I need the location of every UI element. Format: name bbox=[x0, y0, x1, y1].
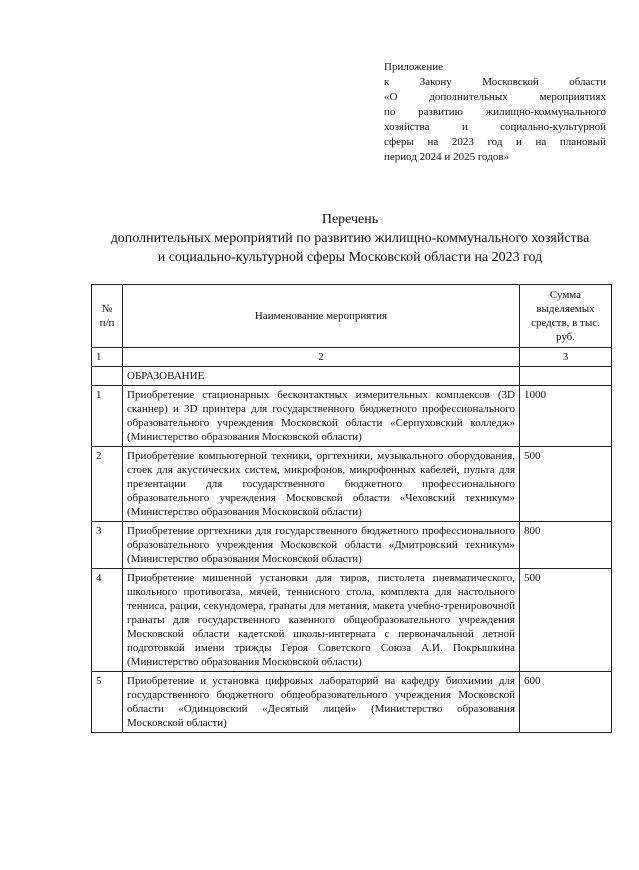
section-title: ОБРАЗОВАНИЕ bbox=[123, 367, 520, 386]
section-empty-cell bbox=[520, 367, 612, 386]
table-row bbox=[92, 569, 612, 672]
appendix-line: к Закону Московской области bbox=[384, 76, 606, 88]
column-number: 1 bbox=[92, 348, 123, 367]
appendix-line: «О дополнительных мероприятиях bbox=[384, 91, 606, 103]
measures-table bbox=[91, 284, 612, 733]
section-empty-cell bbox=[92, 367, 123, 386]
header-sum: Сумма выделяемых средств, в тыс. руб. bbox=[520, 285, 612, 348]
section-row bbox=[92, 367, 612, 386]
row-num: 2 bbox=[92, 447, 123, 522]
row-name: Приобретение и установка цифровых лабораторий на кафедру биохимии для государственного бюджетного общеобразовательного учреждения Московской области «Одинцовский «Десятый лицей» (Министерство образования Московской области) bbox=[123, 672, 520, 733]
row-num: 5 bbox=[92, 672, 123, 733]
header-num: № п/п bbox=[92, 285, 123, 348]
row-name: Приобретение оргтехники для государственного бюджетного профессионального образовательного учреждения Московской области «Дмитровский техникум» (Министерство образования Московской области) bbox=[123, 522, 520, 569]
appendix-line: хозяйства и социально-культурной bbox=[384, 121, 606, 133]
table-row bbox=[92, 672, 612, 733]
appendix-line: сферы на 2023 год и на плановый bbox=[384, 136, 606, 148]
appendix-note bbox=[384, 60, 606, 165]
appendix-line: период 2024 и 2025 годов» bbox=[384, 151, 510, 163]
row-num: 1 bbox=[92, 386, 123, 447]
title-line-3: и социально-культурной сферы Московской области на 2023 год bbox=[157, 250, 543, 265]
title-line-1: Перечень bbox=[321, 212, 379, 227]
row-sum: 500 bbox=[520, 447, 612, 522]
appendix-line: по развитию жилищно-коммунального bbox=[384, 106, 606, 118]
appendix-line: Приложение bbox=[384, 61, 444, 73]
row-num: 4 bbox=[92, 569, 123, 672]
row-sum: 500 bbox=[520, 569, 612, 672]
table-row bbox=[92, 386, 612, 447]
column-number: 2 bbox=[123, 348, 520, 367]
document-title bbox=[70, 210, 630, 267]
row-name: Приобретение компьютерной техники, оргтехники, музыкального оборудования, стоек для акустических систем, микрофонов, микрофонных кабелей, пульта для презентации для государственного бюджетного профессионального образовательного учреждения Московской области «Чеховский техникум» (Министерство образования Московской области) bbox=[123, 447, 520, 522]
row-num: 3 bbox=[92, 522, 123, 569]
row-sum: 800 bbox=[520, 522, 612, 569]
column-number-row bbox=[92, 348, 612, 367]
row-sum: 600 bbox=[520, 672, 612, 733]
header-name: Наименование мероприятия bbox=[123, 285, 520, 348]
row-name: Приобретение мишенной установки для тиров, пистолета пневматического, школьного противогаза, мячей, теннисного стола, комплекта для настольного тенниса, рации, секундомера, гранаты для метания, макета учебно-тренировочной гранаты для государственного казенного общеобразовательного учреждения Московской области кадетской школы-интерната с первоначальной летной подготовкой имени трижды Героя Советского Союза А.И. Покрышкина (Министерство образования Московской области) bbox=[123, 569, 520, 672]
title-line-2: дополнительных мероприятий по развитию жилищно-коммунального хозяйства bbox=[110, 231, 590, 246]
row-sum: 1000 bbox=[520, 386, 612, 447]
row-name: Приобретение стационарных бесконтактных измерительных комплексов (3D сканнер) и 3D принтера для государственного бюджетного профессионального образовательного учреждения Московской области «Серпуховский колледж» (Министерство образования Московской области) bbox=[123, 386, 520, 447]
table-row bbox=[92, 522, 612, 569]
table-header-row bbox=[92, 285, 612, 348]
column-number: 3 bbox=[520, 348, 612, 367]
table-row bbox=[92, 447, 612, 522]
